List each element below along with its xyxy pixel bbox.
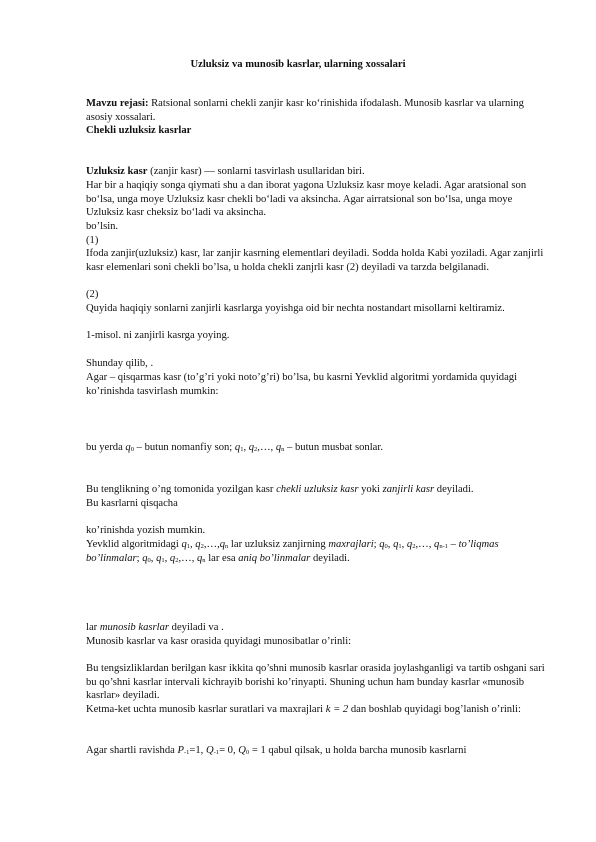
var-q: q xyxy=(197,552,203,564)
euclid-paragraph: Agar – qisqarmas kasr (to’g’ri yoki noto’g’ri) bo’lsa, bu kasrni Yevklid algoritmi yordamida quyidagi ko’rinishda tasvirlash mumkin: xyxy=(86,372,518,397)
term: – to’liqmas bo’linmalar xyxy=(86,539,499,564)
subscript: 1 xyxy=(240,446,244,453)
var-q: q xyxy=(181,539,187,550)
definition-paragraph: Har bir a haqiqiy songa qiymati shu a dan iborat yagona Uzluksiz kasr moye keladi. Agar aratsional son bo‘lsa, unga moye Uzluksiz kasr chekli bo‘ladi va aksincha. Agar airratsional son bo‘lsa, unga moye Uzluksiz kasr cheksiz bo‘ladi va aksincha. xyxy=(86,180,527,219)
subscript: -1 xyxy=(183,749,190,756)
equation-number-2: (2) xyxy=(86,289,99,300)
subscript: 0 xyxy=(245,749,250,756)
subscript: 0 xyxy=(147,556,151,564)
subscript: -1 xyxy=(213,749,220,756)
subscript: 1 xyxy=(186,543,190,550)
subscript: 1 xyxy=(398,543,402,550)
subscript: 2 xyxy=(254,446,258,453)
intro-term: Uzluksiz kasr xyxy=(86,166,148,177)
inequalities-paragraph: Bu tengsizliklardan berilgan kasr ikkita qo’shni munosib kasrlar orasida joylashganligi va tartib oshgani sari bu qo’shni kasrlar intervali kichrayib borishi ko’rinyapti. Shuning uchun ham bunday kasrlar «munosib kasrlar» deyiladi. xyxy=(86,663,545,702)
example-1: 1-misol. ni zanjirli kasrga yoying. xyxy=(86,330,230,341)
intro-rest: (zanjir kasr) — sonlarni tasvirlash usullaridan biri. xyxy=(147,166,365,177)
var-q: q xyxy=(142,552,148,564)
subscript: n xyxy=(202,556,206,564)
text: deyiladi. xyxy=(434,484,474,495)
text: , xyxy=(401,539,407,550)
subscript: 2 xyxy=(412,543,416,550)
euclid-terms-paragraph xyxy=(86,538,552,565)
text: , xyxy=(243,442,249,453)
section-heading: Chekli uzluksiz kasrlar xyxy=(86,125,192,136)
text: = 1 qabul qilsak, u holda barcha munosib kasrlarni xyxy=(249,745,467,756)
relations-line: Munosib kasrlar va kasr orasida quyidagi munosibatlar o’rinli: xyxy=(86,636,352,647)
text: ,…, xyxy=(415,539,435,550)
text: lar xyxy=(86,622,100,633)
var-q: Q xyxy=(238,745,246,756)
var-q: q xyxy=(125,442,131,453)
text: ,…, xyxy=(203,539,220,550)
right-side-paragraph xyxy=(86,483,552,497)
intro-paragraph xyxy=(86,165,552,179)
var-q: q xyxy=(169,552,176,564)
short-form-line: Bu kasrlarni qisqacha xyxy=(86,498,178,509)
var-q: q xyxy=(379,539,385,550)
var-q: q xyxy=(234,442,241,453)
text: ; xyxy=(373,539,380,550)
text: Ketma-ket uchta munosib kasrlar suratlari va maxrajlari xyxy=(86,704,326,715)
var-q: q xyxy=(406,539,413,550)
text: bu yerda xyxy=(86,442,126,453)
convergents-line xyxy=(86,621,552,635)
formula: k = 2 xyxy=(325,704,349,715)
subscript: 2 xyxy=(175,556,179,564)
subscript: 0 xyxy=(384,543,388,550)
var-p: P xyxy=(177,745,184,756)
line-bolsin: bo’lsin. xyxy=(86,221,119,232)
var-q: q xyxy=(434,539,440,550)
text: , xyxy=(190,539,196,550)
text: – butun musbat sonlar. xyxy=(284,442,383,453)
text: – butun nomanfiy son; xyxy=(133,442,235,453)
last-paragraph xyxy=(86,744,552,758)
examples-paragraph: Quyida haqiqiy sonlarni zanjirli kasrlarga yoyishga oid bir nechta nostandart misollarni keltiramiz. xyxy=(86,303,505,314)
text: Yevklid algoritmidagi xyxy=(86,539,182,550)
text: yoki xyxy=(358,484,383,495)
subscript: n xyxy=(281,446,285,453)
subscript: n xyxy=(225,543,229,550)
var-q: q xyxy=(219,539,226,550)
var-q: q xyxy=(195,539,201,550)
text: ; xyxy=(136,552,143,564)
var-q: q xyxy=(275,442,282,453)
equation-number-1: (1) xyxy=(86,235,99,246)
conclusion-line: Shunday qilib, . xyxy=(86,358,154,369)
text: = 0, xyxy=(219,745,239,756)
term: aniq bo’linmalar xyxy=(238,552,311,564)
term: maxrajlari xyxy=(328,539,374,550)
subscript: 0 xyxy=(130,446,134,453)
recurrence-paragraph xyxy=(86,703,552,717)
text: ,…, xyxy=(178,552,197,564)
text: Agar shartli ravishda xyxy=(86,745,178,756)
text: , xyxy=(150,552,157,564)
text: deyiladi. xyxy=(310,552,350,564)
text: =1, xyxy=(189,745,206,756)
text: deyiladi va . xyxy=(169,622,224,633)
text: , xyxy=(387,539,394,550)
write-form-line: ko’rinishda yozish mumkin. xyxy=(86,525,206,536)
text: lar uzluksiz zanjirning xyxy=(228,539,329,550)
term: munosib kasrlar xyxy=(99,622,169,633)
term: zanjirli kasr xyxy=(382,484,435,495)
where-paragraph xyxy=(86,441,552,455)
var-q: Q xyxy=(205,745,214,756)
var-q: q xyxy=(393,539,399,550)
var-q: q xyxy=(248,442,255,453)
plan-paragraph xyxy=(86,97,552,124)
var-q: q xyxy=(156,552,162,564)
elements-paragraph: Ifoda zanjir(uzluksiz) kasr, lar zanjir kasrning elementlari deyiladi. Sodda holda Kabi yoziladi. Agar zanjirli kasr elemenlari soni chekli bo’lsa, u holda chekli zanjrli kasr (2) deyiladi va tarzda belgilanadi. xyxy=(86,248,544,273)
term: chekli uzluksiz kasr xyxy=(276,484,359,495)
subscript: n-1 xyxy=(439,543,448,550)
text: lar esa xyxy=(205,552,239,564)
plan-label: Mavzu rejasi: xyxy=(86,98,149,109)
text: dan boshlab quyidagi bog’lanish o’rinli: xyxy=(348,704,521,715)
plan-text: Ratsional sonlarni chekli zanjir kasr ko‘rinishida ifodalash. Munosib kasrlar va ularning asosiy xossalari. xyxy=(86,98,524,123)
page-title: Uzluksiz va munosib kasrlar, ularning xossalari xyxy=(190,59,406,70)
subscript: 1 xyxy=(161,556,165,564)
text: , xyxy=(164,552,170,564)
subscript: 2 xyxy=(200,543,204,550)
text: Bu tenglikning o’ng tomonida yozilgan kasr xyxy=(86,484,277,495)
text: ,…, xyxy=(257,442,276,453)
